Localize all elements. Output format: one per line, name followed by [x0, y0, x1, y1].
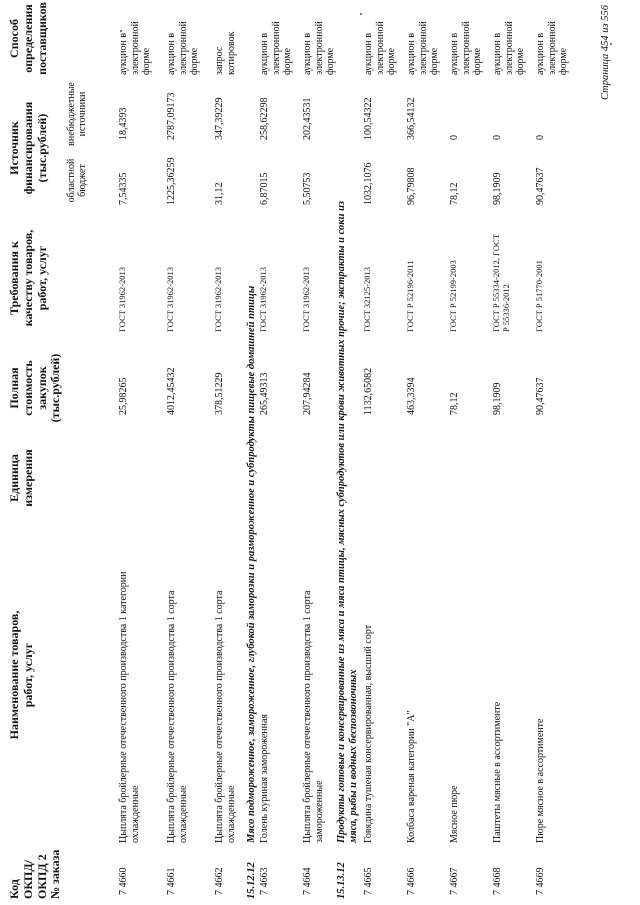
row-method: запрос котировок — [214, 31, 237, 75]
row-requirements: ГОСТ 31962-2013 — [117, 266, 127, 332]
table-header — [0, 0, 100, 905]
row-budget: 98,1909 — [492, 172, 503, 205]
row-extrabudget: 18,4393 — [118, 107, 129, 140]
row-requirements: ГОСТ 32125-2013 — [362, 266, 372, 332]
row-method: аукцион в электронной форме — [118, 21, 152, 75]
header-method: Способ определения поставщиков — [7, 2, 49, 75]
row-number: 7 4668 — [492, 867, 503, 895]
row-number: 7 4667 — [449, 867, 460, 895]
row-cost: 98,1909 — [492, 382, 503, 415]
row-budget: 1032,1076 — [363, 162, 374, 205]
row-number: 7 4661 — [166, 867, 177, 895]
row-requirements: ГОСТ 31962-2013 — [258, 266, 268, 332]
row-number: 7 4662 — [214, 867, 225, 895]
row-method: аукцион в электронной форме — [406, 21, 440, 75]
row-name: Цыплята бройлерные отечественного производства 1 сорта охлажденные — [166, 590, 189, 843]
row-budget: 5,50753 — [302, 172, 313, 205]
row-budget: 1225,36259 — [166, 157, 177, 205]
header-financing-extrabudget: внебюджетные источники — [66, 82, 88, 146]
row-extrabudget: 347,39229 — [214, 97, 225, 140]
row-number: 7 4660 — [118, 867, 129, 895]
row-requirements: ГОСТ Р 52196-2011 — [405, 260, 415, 332]
header-financing: Источник финансирования (тыс.рублей) — [7, 101, 49, 195]
row-number: 7 4666 — [406, 867, 417, 895]
row-cost: 1132,65082 — [363, 367, 374, 415]
row-budget: 6,87015 — [259, 172, 270, 205]
row-budget: 7,54335 — [118, 172, 129, 205]
row-name: Колбаса вареная категории "А" — [406, 710, 417, 843]
row-cost: 25,98265 — [118, 377, 129, 415]
scan-speck — [360, 13, 362, 15]
row-cost: 463,3394 — [406, 377, 417, 415]
row-extrabudget: 202,43531 — [302, 97, 313, 140]
row-method: аукцион в электронной форме — [535, 21, 569, 75]
row-extrabudget: 258,62298 — [259, 97, 270, 140]
row-method: аукцион в электронной форме — [492, 21, 526, 75]
row-budget: 96,79808 — [406, 167, 417, 205]
row-extrabudget: 0 — [492, 135, 503, 140]
row-name: Цыплята бройлерные отечественного производства 1 категории охлажденные — [118, 571, 141, 843]
section-code: 15.12.12 — [246, 862, 257, 899]
section-title: Мясо подмороженное, замороженное, глубокой заморозки и размороженное и субпродукты пищевые домашней птицы — [246, 285, 257, 843]
row-extrabudget: 2787,09173 — [166, 92, 177, 140]
row-number: 7 4664 — [302, 867, 313, 895]
row-extrabudget: 0 — [535, 135, 546, 140]
row-budget: 78,12 — [449, 182, 460, 205]
section-title: Продукты готовые и консервированные из мяса и мяса птицы, мясных субпродуктов или крови животных прочие; экстракты и соки из мяса, рыбы и водных беспозвоночных — [336, 200, 360, 843]
row-name: Паштеты мясные в ассортименте — [492, 701, 503, 843]
header-code: Код ОКПД/ ОКПД 2 № заказа — [7, 849, 63, 899]
row-method: аукцион в электронной форме — [302, 21, 336, 75]
row-method: аукцион в электронной форме — [166, 21, 200, 75]
row-cost: 265,49313 — [259, 372, 270, 415]
row-cost: 90,47637 — [535, 377, 546, 415]
row-requirements: ГОСТ Р 51770-2001 — [534, 260, 544, 332]
row-extrabudget: 366,54132 — [406, 97, 417, 140]
row-method: аукцион в электронной форме — [363, 21, 397, 75]
row-name: Говядина тушеная консервированная, высший сорт — [363, 624, 374, 843]
row-extrabudget: 0 — [449, 135, 460, 140]
row-requirements: ГОСТ Р 52199-2003 — [448, 260, 458, 332]
row-cost: 4012,45432 — [166, 367, 177, 415]
row-cost: 78,12 — [449, 392, 460, 415]
row-name: Голень куриная замороженная — [259, 714, 270, 843]
row-requirements: ГОСТ 31962-2013 — [213, 266, 223, 332]
page-number: Страница 454 из 556 — [600, 5, 611, 101]
section-code: 15.13.12 — [336, 862, 347, 899]
row-name: Мясное пюре — [449, 785, 460, 843]
row-cost: 378,51229 — [214, 372, 225, 415]
row-budget: 31,12 — [214, 182, 225, 205]
row-method: аукцион в электронной форме — [259, 21, 293, 75]
header-unit: Единица измерения — [7, 449, 35, 507]
row-number: 7 4663 — [259, 867, 270, 895]
header-financing-budget: областной бюджет — [66, 158, 88, 203]
row-requirements: ГОСТ 31962-2013 — [301, 266, 311, 332]
header-name: Наименование товаров, работ, услуг — [7, 610, 35, 740]
row-budget: 90,47637 — [535, 167, 546, 205]
row-number: 7 4669 — [535, 867, 546, 895]
row-name: Цыплята бройлерные отечественного производства 1 сорта замороженные — [302, 590, 325, 843]
row-extrabudget: 100,54322 — [363, 97, 374, 140]
header-requirements: Требования к качеству товаров, работ, услуг — [7, 229, 49, 327]
header-cost: Полная стоимость закупок (тыс.рублей) — [7, 353, 63, 423]
row-cost: 207,94284 — [302, 372, 313, 415]
row-name: Пюре мясное в ассортименте — [535, 718, 546, 843]
row-number: 7 4665 — [363, 867, 374, 895]
row-requirements: ГОСТ Р 55334-2012, ГОСТ Р 55336-2012 — [491, 234, 511, 332]
row-name: Цыплята бройлерные отечественного производства 1 сорта охлажденные — [214, 590, 237, 843]
row-requirements: ГОСТ 31962-2013 — [165, 266, 175, 332]
row-method: аукцион в электронной форме — [449, 21, 483, 75]
